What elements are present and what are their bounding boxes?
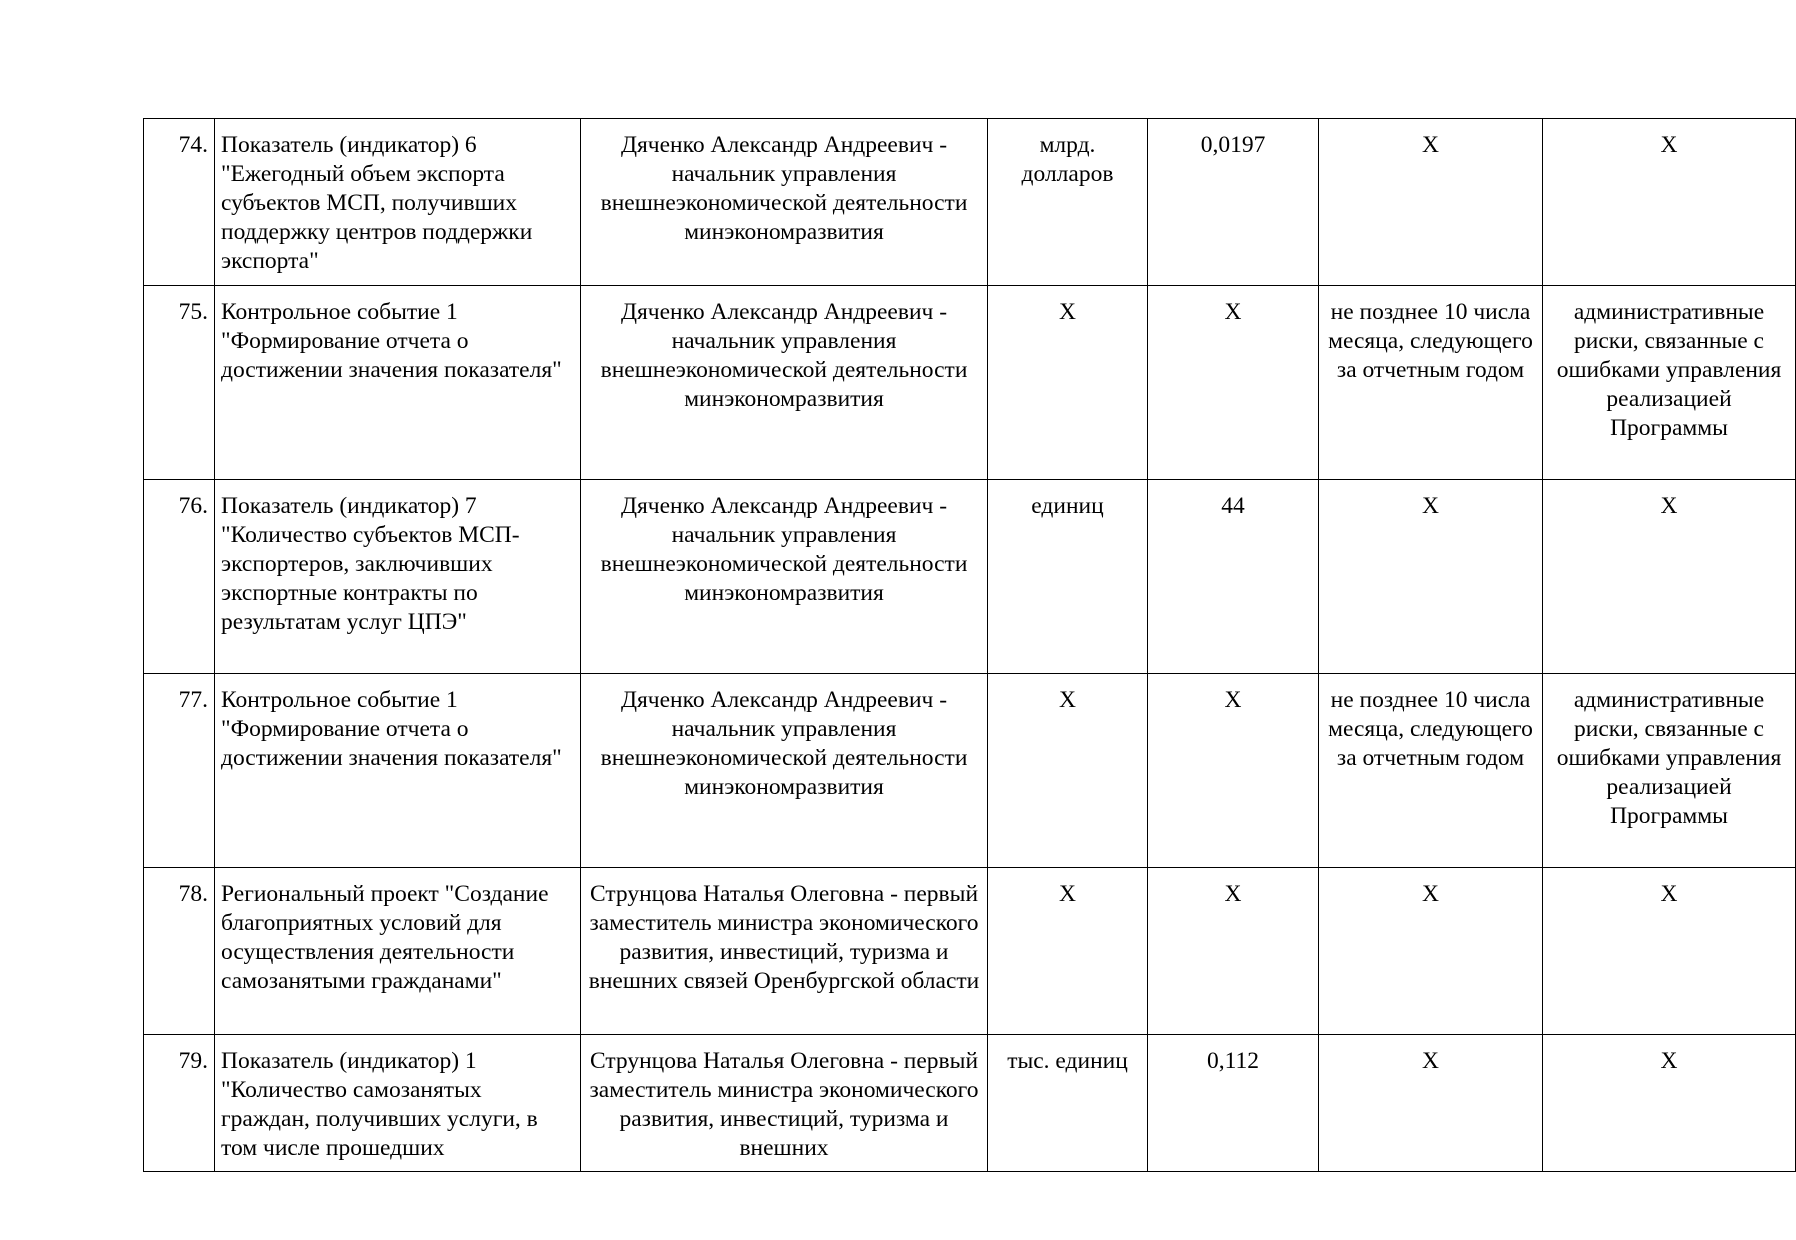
- row-number: 74.: [144, 119, 215, 286]
- deadline: не позднее 10 числа месяца, следующего за отчетным годом: [1319, 674, 1543, 868]
- deadline: не позднее 10 числа месяца, следующего за отчетным годом: [1319, 286, 1543, 480]
- table-row: [144, 119, 1796, 286]
- responsible-person: Дяченко Александр Андреевич - начальник управления внешнеэкономической деятельности минэкономразвития: [581, 286, 988, 480]
- row-number: 77.: [144, 674, 215, 868]
- item-name: Показатель (индикатор) 7 "Количество субъектов МСП-экспортеров, заключивших экспортные контракты по результатам услуг ЦПЭ": [215, 480, 581, 674]
- target-value: 0,0197: [1148, 119, 1319, 286]
- row-number: 79.: [144, 1035, 215, 1172]
- row-number: 76.: [144, 480, 215, 674]
- table-row: [144, 674, 1796, 868]
- item-name: Контрольное событие 1 "Формирование отчета о достижении значения показателя": [215, 674, 581, 868]
- target-value: X: [1148, 674, 1319, 868]
- risks: административные риски, связанные с ошибками управления реализацией Программы: [1543, 286, 1796, 480]
- row-number: 78.: [144, 868, 215, 1035]
- unit-of-measure: X: [988, 868, 1148, 1035]
- unit-of-measure: X: [988, 674, 1148, 868]
- responsible-person: Струнцова Наталья Олеговна - первый заместитель министра экономического развития, инвестиций, туризма и внешних: [581, 1035, 988, 1172]
- item-name: Показатель (индикатор) 1 "Количество самозанятых граждан, получивших услуги, в том числе прошедших: [215, 1035, 581, 1172]
- risks: административные риски, связанные с ошибками управления реализацией Программы: [1543, 674, 1796, 868]
- deadline: X: [1319, 1035, 1543, 1172]
- deadline: X: [1319, 119, 1543, 286]
- unit-of-measure: X: [988, 286, 1148, 480]
- unit-of-measure: тыс. единиц: [988, 1035, 1148, 1172]
- risks: X: [1543, 868, 1796, 1035]
- responsible-person: Дяченко Александр Андреевич - начальник управления внешнеэкономической деятельности минэкономразвития: [581, 674, 988, 868]
- target-value: 44: [1148, 480, 1319, 674]
- table-row: [144, 286, 1796, 480]
- table-row: [144, 1035, 1796, 1172]
- program-plan-table: [143, 118, 1796, 1172]
- row-number: 75.: [144, 286, 215, 480]
- target-value: 0,112: [1148, 1035, 1319, 1172]
- risks: X: [1543, 480, 1796, 674]
- responsible-person: Струнцова Наталья Олеговна - первый заместитель министра экономического развития, инвестиций, туризма и внешних связей Оренбургской области: [581, 868, 988, 1035]
- item-name: Показатель (индикатор) 6 "Ежегодный объем экспорта субъектов МСП, получивших поддержку центров поддержки экспорта": [215, 119, 581, 286]
- table-row: [144, 480, 1796, 674]
- responsible-person: Дяченко Александр Андреевич - начальник управления внешнеэкономической деятельности минэкономразвития: [581, 119, 988, 286]
- item-name: Региональный проект "Создание благоприятных условий для осуществления деятельности самозанятыми гражданами": [215, 868, 581, 1035]
- table-row: [144, 868, 1796, 1035]
- deadline: X: [1319, 480, 1543, 674]
- unit-of-measure: единиц: [988, 480, 1148, 674]
- unit-of-measure: млрд. долларов: [988, 119, 1148, 286]
- responsible-person: Дяченко Александр Андреевич - начальник управления внешнеэкономической деятельности минэкономразвития: [581, 480, 988, 674]
- target-value: X: [1148, 868, 1319, 1035]
- item-name: Контрольное событие 1 "Формирование отчета о достижении значения показателя": [215, 286, 581, 480]
- deadline: X: [1319, 868, 1543, 1035]
- risks: X: [1543, 119, 1796, 286]
- target-value: X: [1148, 286, 1319, 480]
- risks: X: [1543, 1035, 1796, 1172]
